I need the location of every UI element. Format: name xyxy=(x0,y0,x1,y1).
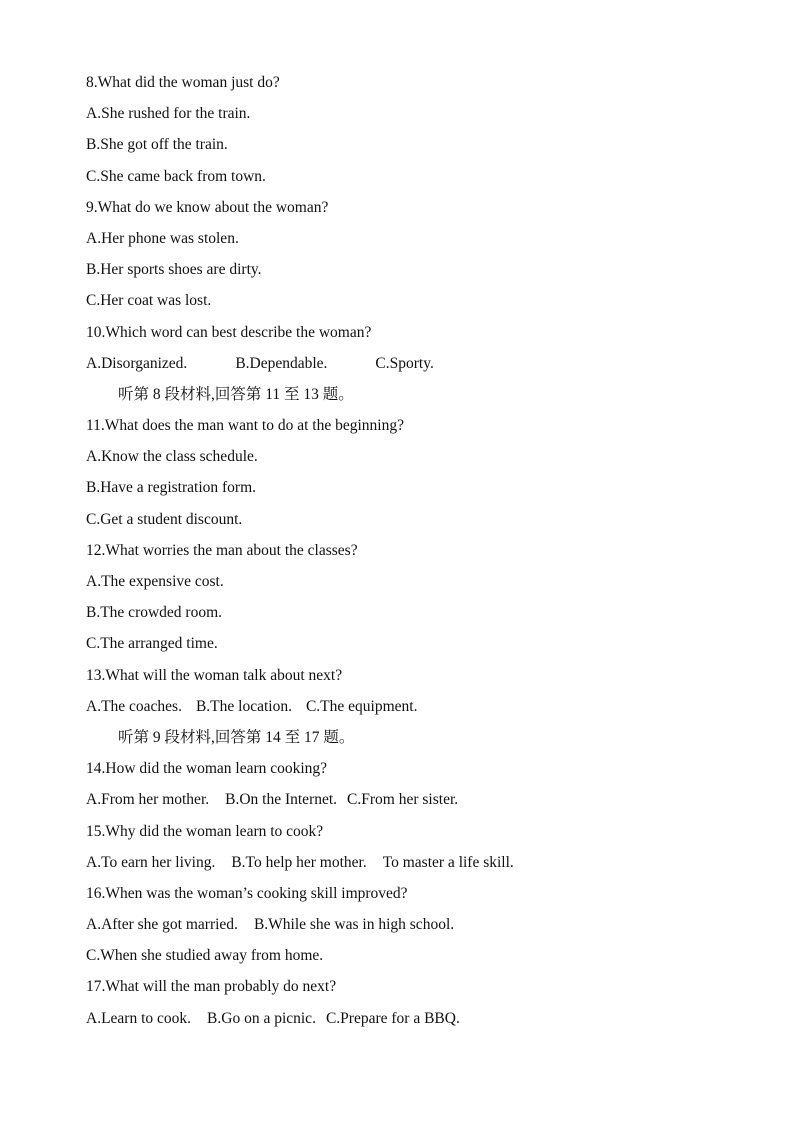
question-15-option-c: To master a life skill. xyxy=(382,853,514,871)
question-17: 17.What will the man probably do next? xyxy=(86,978,337,996)
question-9-option-b: B.Her sports shoes are dirty. xyxy=(86,261,262,279)
question-8-option-c: C.She came back from town. xyxy=(86,167,266,185)
question-14-option-a: A.From her mother. xyxy=(86,791,210,809)
question-12-option-a: A.The expensive cost. xyxy=(86,573,224,590)
question-9-option-c: C.Her coat was lost. xyxy=(86,292,212,310)
question-12: 12.What worries the man about the classes? xyxy=(86,541,358,559)
question-12-option-b: B.The crowded room. xyxy=(86,604,223,622)
question-16-option-a: A.After she got married. xyxy=(86,916,238,934)
question-13-option-c: C.The equipment. xyxy=(305,697,418,715)
question-9: 9.What do we know about the woman? xyxy=(86,198,329,216)
question-13: 13.What will the woman talk about next? xyxy=(86,666,343,684)
question-14-option-c: C.From her sister. xyxy=(347,791,459,809)
question-10-option-a: A.Disorganized. xyxy=(86,354,188,372)
question-8-option-b: B.She got off the train. xyxy=(86,136,228,154)
question-8: 8.What did the woman just do? xyxy=(86,74,280,91)
question-12-option-c: C.The arranged time. xyxy=(86,635,218,653)
question-11-option-a: A.Know the class schedule. xyxy=(86,448,258,466)
question-10: 10.Which word can best describe the woman? xyxy=(86,323,372,341)
question-15-option-a: A.To earn her living. xyxy=(86,853,216,871)
question-9-option-a: A.Her phone was stolen. xyxy=(86,229,239,247)
question-13-option-b: B.The location. xyxy=(195,697,292,715)
question-10-options xyxy=(86,353,766,384)
question-17-option-c: C.Prepare for a BBQ. xyxy=(325,1009,460,1027)
question-16-option-b: B.While she was in high school. xyxy=(253,916,455,934)
question-11-option-c: C.Get a student discount. xyxy=(86,510,243,528)
question-11-option-b: B.Have a registration form. xyxy=(86,479,257,497)
question-14-options xyxy=(86,789,766,820)
question-17-option-b: B.Go on a picnic. xyxy=(207,1009,316,1027)
question-10-option-c: C.Sporty. xyxy=(375,354,434,372)
question-13-options xyxy=(86,696,766,727)
question-11: 11.What does the man want to do at the beginning? xyxy=(86,417,404,435)
question-10-option-b: B.Dependable. xyxy=(235,354,328,372)
question-15-option-b: B.To help her mother. xyxy=(231,853,367,871)
question-17-options xyxy=(86,1008,766,1039)
question-15: 15.Why did the woman learn to cook? xyxy=(86,822,324,840)
question-17-option-a: A.Learn to cook. xyxy=(86,1009,192,1027)
section-9-instruction: 听第 9 段材料,回答第 14 至 17 题。 xyxy=(118,728,355,746)
section-8-instruction: 听第 8 段材料,回答第 11 至 13 题。 xyxy=(118,385,354,403)
question-16-options xyxy=(86,914,766,945)
question-14-option-b: B.On the Internet. xyxy=(225,791,338,809)
question-13-option-a: A.The coaches. xyxy=(86,697,182,715)
question-16: 16.When was the woman’s cooking skill improved? xyxy=(86,884,408,902)
question-8-option-a: A.She rushed for the train. xyxy=(86,105,251,123)
question-14: 14.How did the woman learn cooking? xyxy=(86,760,328,778)
question-list xyxy=(86,72,766,1039)
question-15-options xyxy=(86,852,766,883)
question-16-option-c: C.When she studied away from home. xyxy=(86,947,324,965)
